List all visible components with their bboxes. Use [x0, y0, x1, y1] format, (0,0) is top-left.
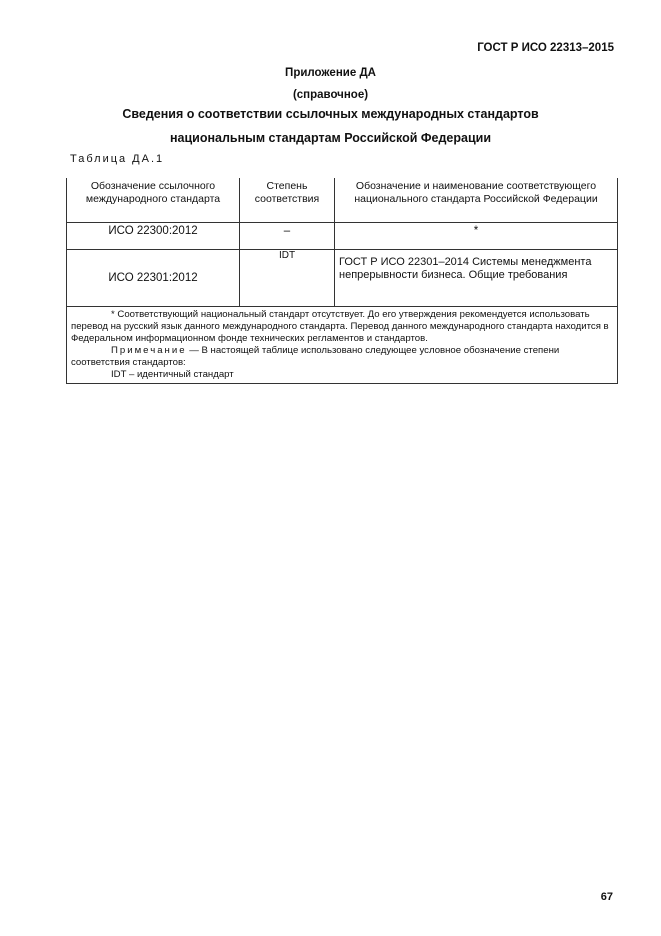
correspondence-table [66, 178, 618, 384]
table-header-row [67, 178, 618, 223]
cell-national-standard: ГОСТ Р ИСО 22301–2014 Системы менеджмента непрерывности бизнеса. Общие требования [335, 250, 618, 307]
table-legend: IDT – идентичный стандарт [111, 369, 234, 380]
cell-degree: IDT [240, 250, 335, 307]
annex-kind: (справочное) [292, 89, 369, 101]
cell-national-standard: * [335, 223, 618, 250]
table-note [71, 345, 613, 369]
table-caption: Таблица ДА.1 [70, 153, 165, 165]
column-header-intl-standard: Обозначение ссылочного международного стандарта [67, 178, 240, 223]
annex-heading-line-1: Сведения о соответствии ссылочных международных стандартов [122, 107, 539, 121]
note-label: Примечание [111, 345, 187, 356]
cell-intl-standard: ИСО 22301:2012 [67, 250, 240, 307]
table-notes [67, 307, 618, 384]
table-notes-row [67, 307, 618, 384]
note-text: — В настоящей таблице использовано следующее условное обозначение степени соответствия стандартов: [71, 345, 560, 368]
table-row [67, 250, 618, 307]
annex-title: Приложение ДА [285, 67, 376, 79]
table-row [67, 223, 618, 250]
document-id: ГОСТ Р ИСО 22313–2015 [477, 42, 614, 54]
table-footnote: * Соответствующий национальный стандарт отсутствует. До его утверждения рекомендуется использовать перевод на русский язык данного международного стандарта. Перевод данного международного стандарта находится в Федеральном информационном фонде технических регламентов и стандартов. [71, 309, 609, 344]
cell-intl-standard: ИСО 22300:2012 [67, 223, 240, 250]
column-header-degree: Степень соответствия [240, 178, 335, 223]
page-number: 67 [600, 891, 613, 903]
annex-heading-line-2: национальным стандартам Российской Федерации [169, 131, 492, 145]
column-header-national-standard: Обозначение и наименование соответствующего национального стандарта Российской Федерации [335, 178, 618, 223]
cell-degree: – [240, 223, 335, 250]
